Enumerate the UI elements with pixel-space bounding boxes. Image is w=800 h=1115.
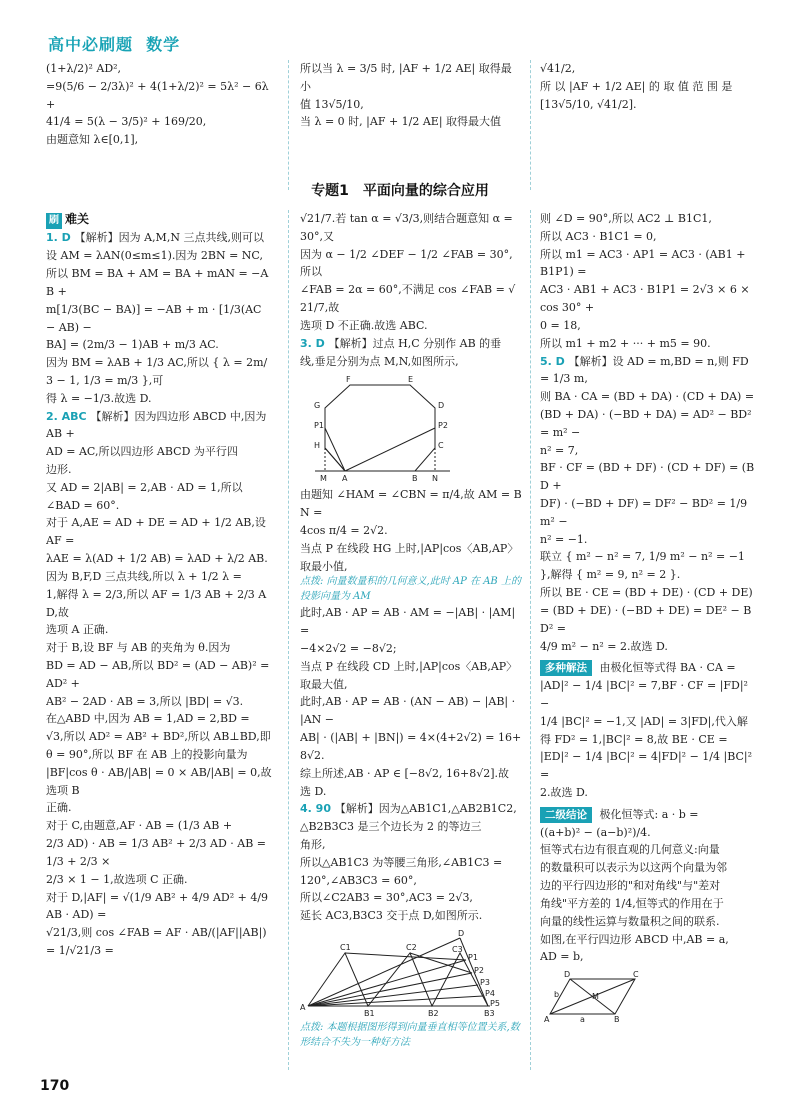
text-line: 41/4 = 5(λ − 3/5)² + 169/20, xyxy=(46,115,207,129)
text-line: 角形, xyxy=(300,837,326,851)
divider xyxy=(288,210,289,1070)
text-line: 由题知 ∠HAM = ∠CBN = π/4,故 AM = BN = xyxy=(300,488,522,520)
subject-title: 数学 xyxy=(146,35,181,54)
text-line: 综上所述,AB · AP ∈ [−8√2, 16+8√2].故 xyxy=(300,766,510,780)
column-2 xyxy=(300,210,522,1070)
text-line: 1,解得 λ = 2/3,所以 AF = 1/3 AB + 2/3 AD,故 xyxy=(46,587,267,619)
text-line: BD = AD − AB,所以 BD² = (AD − AB)² = AD² + xyxy=(46,658,270,690)
section-title: 专题1 平面向量的综合应用 xyxy=(311,183,489,199)
text-line: 又 AD = 2|AB| = 2,AB · AD = 1,所以 xyxy=(46,480,243,494)
figure-label: M xyxy=(592,992,599,1002)
text-line: 所 以 |AF + 1/2 AE| 的 取 值 范 围 是 xyxy=(540,79,733,93)
figure-label: b xyxy=(554,990,560,1000)
question-number: 1. D xyxy=(46,231,75,245)
text-line: 2/3 × 1 − 1,故选项 C 正确. xyxy=(46,872,188,886)
solution-lines-2c xyxy=(300,604,522,925)
text-line: 当点 P 在线段 HG 上时,|AP|cos〈AB,AP〉 xyxy=(300,541,519,555)
text-line: ∠FAB = 2α = 60°,不满足 cos ∠FAB = √21/7,故 xyxy=(300,283,516,315)
figure-label: A xyxy=(342,474,348,484)
solution-lines-1 xyxy=(46,229,274,959)
text-line: |AD|² − 1/4 |BC|² = 7,BF · CF = |FD|² − xyxy=(540,679,748,710)
text-line: 极化恒等式: a · b = xyxy=(599,807,699,821)
text-line: 由极化恒等式得 BA · CA = xyxy=(599,661,736,675)
text-line: 此时,AB · AP = AB · AM = −|AB| · |AM| = xyxy=(300,606,516,638)
text-line: 对于 D,|AF| = √(1/9 AB² + 4/9 AD² + 4/9 AB · AD) = xyxy=(46,890,269,922)
text-line: 因为 B,F,D 三点共线,所以 λ + 1/2 λ = xyxy=(46,569,242,583)
text-line: 当 λ = 0 时, |AF + 1/2 AE| 取得最大值 xyxy=(300,115,502,129)
figure-label: P4 xyxy=(485,989,495,998)
hint-note-1: 点拨: 向量数量积的几何意义,此时 AP 在 AB 上的投影向量为 AM xyxy=(300,576,521,602)
text-line: 设 AM = λAN(0≤m≤1).因为 2BN = NC, xyxy=(46,249,263,263)
figure-label: G xyxy=(314,401,321,411)
parallelogram-figure xyxy=(540,969,650,1024)
text-line: 5. D 【解析】设 AD = m,BD = n,则 FD = 1/3 m, xyxy=(540,354,749,386)
text-line: △B2B3C3 是三个边长为 2 的等边三 xyxy=(300,820,482,834)
text-line: 所以△AB1C3 为等腰三角形,∠AB1C3 = xyxy=(300,855,503,869)
octagon-labels xyxy=(314,375,448,483)
top-col3 xyxy=(540,60,756,190)
text-line: 选 D. xyxy=(300,784,327,798)
question-number: 3. D xyxy=(300,336,329,350)
text-line: 对于 C,由题意,AF · AB = (1/3 AB + xyxy=(46,819,233,833)
text-line: 1. D 【解析】因为 A,M,N 三点共线,则可以 xyxy=(46,231,264,245)
top-col2 xyxy=(300,60,522,190)
figure-label: C xyxy=(438,441,444,451)
text-line: 2/3 AD) · AB = 1/3 AB² + 2/3 AD · AB = 1/3 + 2/3 × xyxy=(46,837,267,868)
figure-label: M xyxy=(320,474,327,484)
figure-label: P1 xyxy=(314,421,324,431)
figure-label: C2 xyxy=(406,943,417,952)
text-line: 取最小值, xyxy=(300,559,348,573)
text-line: 正确. xyxy=(46,801,72,815)
solution-lines-3 xyxy=(540,210,756,655)
text-line: 当点 P 在线段 CD 上时,|AP|cos〈AB,AP〉 xyxy=(300,659,518,673)
figure-label: C xyxy=(633,970,639,980)
text-line: 对于 A,AE = AD + DE = AD + 1/2 AB,设 AF = xyxy=(46,516,266,548)
figure-label: P3 xyxy=(480,978,490,987)
text-line: 向量的线性运算与数量积之间的联系. xyxy=(540,914,720,928)
solution-lines-2a xyxy=(300,210,522,370)
text-line: |BF|cos θ · AB/|AB| = 0 × AB/|AB| = 0,故选项 B xyxy=(46,765,272,797)
text-line: 边形. xyxy=(46,463,72,476)
figure-label: E xyxy=(408,375,414,385)
figure-label: D xyxy=(458,929,465,938)
text-line: |ED|² − 1/4 |BC|² = 4|FD|² − 1/4 |BC|² = xyxy=(540,750,753,782)
method-block xyxy=(540,659,756,802)
text-line: 对于 B,设 BF 与 AB 的夹角为 θ.因为 xyxy=(46,641,231,655)
figure-label: H xyxy=(314,441,321,451)
text-line: AC3 · AB1 + AC3 · B1P1 = 2√3 × 6 × cos 30° + xyxy=(540,283,750,315)
figure-label: P2 xyxy=(474,966,484,975)
text-line: m[1/3(BC − BA)] = −AB + m · [1/3(AC − AB) − xyxy=(46,302,262,334)
figure-label: B1 xyxy=(364,1009,375,1018)
text-line: = (BD + DE) · (−BD + DE) = DE² − BD² = xyxy=(540,603,752,635)
method-label: 多种解法 xyxy=(540,660,592,676)
divider xyxy=(530,60,531,190)
text-line: AD = AC,所以四边形 ABCD 为平行四 xyxy=(46,445,238,459)
text-line: 4. 90 【解析】因为△AB1C1,△AB2B1C2, xyxy=(300,802,517,816)
text-line: 所以 AC3 · B1C1 = 0, xyxy=(540,229,657,243)
text-line: DF) · (−BD + DF) = DF² − BD² = 1/9 m² − xyxy=(540,497,748,528)
figure-label: C3 xyxy=(452,945,463,954)
divider xyxy=(288,60,289,190)
text-line: 取最大值, xyxy=(300,677,348,691)
text-line: 所以当 λ = 3/5 时, |AF + 1/2 AE| 取得最小 xyxy=(300,62,512,93)
question-number: 4. 90 xyxy=(300,802,335,816)
text-line: 120°,∠AB3C3 = 60°, xyxy=(300,873,417,887)
text-line: 3. D 【解析】过点 H,C 分别作 AB 的垂 xyxy=(300,336,502,350)
question-number: 5. D xyxy=(540,354,569,368)
figure-label: P1 xyxy=(468,953,478,962)
text-line: 值 13√5/10, xyxy=(300,97,364,111)
text-line: 2. ABC 【解析】因为四边形 ABCD 中,因为 AB + xyxy=(46,409,267,441)
conclusion-block xyxy=(540,806,756,966)
figure-label: F xyxy=(346,375,351,385)
text-line: 联立 { m² − n² = 7, 1/9 m² − n² = −1 },解得 { m² = 9, n² = 2 }. xyxy=(540,550,745,582)
figure-label: a xyxy=(580,1015,585,1025)
solution-lines-2b xyxy=(300,486,522,575)
conclusion-label: 二级结论 xyxy=(540,807,592,823)
text-line: (BD + DA) · (−BD + DA) = AD² − BD² = m² − xyxy=(540,407,752,439)
text-line: n² = −1. xyxy=(540,532,588,546)
text-line: [13√5/10, √41/2]. xyxy=(540,97,637,111)
text-line: θ = 90°,所以 BF 在 AB 上的投影向量为 xyxy=(46,748,248,761)
text-line: ((a+b)² − (a−b)²)/4. xyxy=(540,825,651,839)
figure-label: D xyxy=(438,401,445,411)
text-line: √41/2, xyxy=(540,62,576,75)
text-line: 4/9 m² − n² = 2.故选 D. xyxy=(540,639,668,653)
text-line: 得 λ = −1/3.故选 D. xyxy=(46,391,152,405)
text-line: 恒等式右边有很直观的几何意义:向量 xyxy=(540,843,720,857)
figure-label: D xyxy=(564,970,571,980)
triangles-figure xyxy=(300,928,510,1018)
text-line: 得 FD² = 1,|BC|² = 8,故 BE · CE = xyxy=(540,732,728,746)
text-line: 选项 A 正确. xyxy=(46,623,109,637)
page-number: 170 xyxy=(40,1078,70,1094)
text-line: 所以 m1 = AC3 · AP1 = AC3 · (AB1 + B1P1) = xyxy=(540,247,746,279)
figure-label: A xyxy=(544,1015,550,1025)
text-line: 因为 BM = λAB + 1/3 AC,所以 { λ = 2m/3 − 1, 1/3 = m/3 },可 xyxy=(46,356,268,387)
text-line: 在△ABD 中,因为 AB = 1,AD = 2,BD = xyxy=(46,712,250,726)
book-header xyxy=(48,32,180,58)
text-line: 的数量积可以表示为以这两个向量为邻 xyxy=(540,861,727,875)
top-col1 xyxy=(46,60,274,190)
text-line: AB| · (|AB| + |BN|) = 4×(4+2√2) = 16+ xyxy=(300,731,522,745)
figure-label: P5 xyxy=(490,999,500,1008)
column-3 xyxy=(540,210,756,1070)
text-line: −4×2√2 = −8√2; xyxy=(300,642,397,655)
figure-label: N xyxy=(432,474,438,484)
hint-note-2: 点拨: 本题根据图形得到向量垂直相等位置关系,数形结合不失为一种好方法 xyxy=(300,1022,520,1048)
column-1 xyxy=(46,210,274,1070)
text-line: 所以∠C2AB3 = 30°,AC3 = 2√3, xyxy=(300,891,473,905)
figure-label: B2 xyxy=(428,1009,439,1018)
text-line: 边的平行四边形的"和对角线"与"差对 xyxy=(540,879,721,893)
text-line: λAE = λ(AD + 1/2 AB) = λAD + λ/2 AB. xyxy=(46,552,268,566)
octagon-figure xyxy=(300,373,460,483)
text-line: AB² − 2AD · AB = 3,所以 |BD| = √3. xyxy=(46,694,244,708)
figure-label: B xyxy=(614,1015,620,1025)
figure-label: B xyxy=(412,474,418,484)
text-line: 因为 α − 1/2 ∠DEF − 1/2 ∠FAB = 30°,所以 xyxy=(300,247,513,279)
text-line: n² = 7, xyxy=(540,443,579,457)
text-line: 0 = 18, xyxy=(540,318,581,332)
book-title: 高中必刷题 xyxy=(48,35,134,54)
text-line: 所以 m1 + m2 + ··· + m5 = 90. xyxy=(540,336,711,350)
text-line: 如图,在平行四边形 ABCD 中,AB = a, xyxy=(540,932,729,946)
text-line: 由题意知 λ∈[0,1], xyxy=(46,133,139,147)
text-line: 角线"平方差的 1/4,恒等式的作用在于 xyxy=(540,896,724,910)
divider xyxy=(530,210,531,1070)
text-line: 4cos π/4 = 2√2. xyxy=(300,523,388,537)
text-line: 此时,AB · AP = AB · (AN − AB) − |AB| · |AN − xyxy=(300,695,516,727)
hard-section-title: 难关 xyxy=(65,212,90,226)
hard-badge: 刷 xyxy=(46,213,62,229)
text-line: 延长 AC3,B3C3 交于点 D,如图所示. xyxy=(300,909,483,923)
text-line: ∠BAD = 60°. xyxy=(46,498,120,512)
text-line: 则 ∠D = 90°,所以 AC2 ⊥ B1C1, xyxy=(540,212,712,225)
text-line: 则 BA · CA = (BD + DA) · (CD + DA) = xyxy=(540,390,755,404)
text-line: √21/7.若 tan α = √3/3,则结合题意知 α = 30°,又 xyxy=(300,212,513,243)
text-line: BA] = (2m/3 − 1)AB + m/3 AC. xyxy=(46,338,219,352)
figure-label: C1 xyxy=(340,943,351,952)
figure-label: P2 xyxy=(438,421,448,431)
text-line: √21/3,则 cos ∠FAB = AF · AB/(|AF||AB|) = 1/√21/3 = xyxy=(46,926,267,957)
figure-label: B3 xyxy=(484,1009,495,1018)
question-number: 2. ABC xyxy=(46,409,91,423)
text-line: 所以 BE · CE = (BD + DE) · (CD + DE) xyxy=(540,586,753,600)
text-line: 选项 D 不正确.故选 ABC. xyxy=(300,318,428,332)
text-line: 1/4 |BC|² = −1,又 |AD| = 3|FD|,代入解 xyxy=(540,714,748,728)
text-line: (1+λ/2)² AD², xyxy=(46,62,122,75)
text-line: √3,所以 AD² = AB² + BD²,所以 AB⊥BD,即 xyxy=(46,730,271,744)
text-line: 8√2. xyxy=(300,748,325,762)
text-line: 线,垂足分别为点 M,N,如图所示, xyxy=(300,354,459,368)
figure-label: A xyxy=(300,1003,306,1012)
text-line: =9(5/6 − 2/3λ)² + 4(1+λ/2)² = 5λ² − 6λ + xyxy=(46,79,269,111)
text-line: BF · CF = (BD + DF) · (CD + DF) = (BD + xyxy=(540,461,755,493)
text-line: 2.故选 D. xyxy=(540,786,588,799)
hard-section-header xyxy=(46,210,274,229)
text-line: 所以 BM = BA + AM = BA + mAN = −AB + xyxy=(46,267,269,298)
text-line: AD = b, xyxy=(540,950,584,964)
